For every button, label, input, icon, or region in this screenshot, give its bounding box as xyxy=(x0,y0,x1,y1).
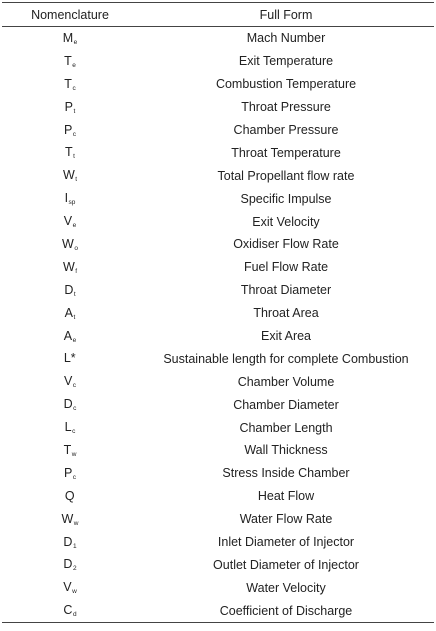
symbol-subscript: t xyxy=(75,176,78,184)
table-row xyxy=(2,553,434,576)
symbol-base: A xyxy=(63,328,73,343)
symbol xyxy=(65,306,76,321)
symbol-base: P xyxy=(64,99,74,114)
symbol-subscript: t xyxy=(73,107,76,115)
table-row xyxy=(2,576,434,599)
symbol-base: V xyxy=(63,374,73,389)
symbol-base: W xyxy=(62,259,75,274)
symbol-base: P xyxy=(63,465,73,480)
table-row xyxy=(2,233,434,256)
table-row xyxy=(2,119,434,142)
symbol-base: D xyxy=(63,534,73,549)
symbol xyxy=(64,283,75,298)
nomenclature-cell xyxy=(2,553,138,576)
table-row xyxy=(2,599,434,622)
full-form-cell: Chamber Length xyxy=(239,420,333,435)
nomenclature-cell xyxy=(2,164,138,187)
full-form-cell: Wall Thickness xyxy=(244,443,328,458)
table-row xyxy=(2,210,434,233)
table-row xyxy=(2,531,434,554)
nomenclature-cell xyxy=(2,393,138,416)
nomenclature-table-container xyxy=(2,2,434,623)
symbol-base: M xyxy=(62,30,74,45)
nomenclature-cell xyxy=(2,439,138,462)
symbol-base: V xyxy=(63,580,72,595)
full-form-cell: Water Velocity xyxy=(246,580,326,595)
nomenclature-cell xyxy=(2,347,138,370)
full-form-cell: Oxidiser Flow Rate xyxy=(233,237,339,252)
table-row xyxy=(2,325,434,348)
full-form-cell: Stress Inside Chamber xyxy=(222,466,350,481)
symbol-subscript: t xyxy=(73,290,76,298)
full-form-cell: Coefficient of Discharge xyxy=(138,599,434,622)
symbol xyxy=(63,31,78,46)
full-form-cell: Throat Diameter xyxy=(240,283,332,298)
symbol-subscript: c xyxy=(72,428,76,436)
symbol xyxy=(65,145,75,160)
table-row xyxy=(2,393,434,416)
symbol-subscript: f xyxy=(75,267,78,275)
full-form-cell: Mach Number xyxy=(246,31,326,46)
symbol-subscript: 1 xyxy=(72,542,77,550)
symbol-base: A xyxy=(64,305,74,320)
symbol xyxy=(65,489,75,504)
symbol-subscript: c xyxy=(73,405,77,413)
full-form-cell: Chamber Volume xyxy=(237,374,335,389)
symbol-base: L xyxy=(64,420,72,435)
symbol-subscript: e xyxy=(72,336,77,344)
symbol-subscript: 2 xyxy=(72,565,77,573)
nomenclature-cell xyxy=(2,576,138,599)
table-header-row xyxy=(2,3,434,27)
symbol xyxy=(65,420,76,435)
nomenclature-cell xyxy=(2,531,138,554)
symbol xyxy=(65,100,76,115)
symbol-base: V xyxy=(63,214,73,229)
symbol xyxy=(64,214,76,229)
table-row xyxy=(2,50,434,73)
symbol-base: T xyxy=(63,442,72,457)
full-form-header: Full Form xyxy=(138,3,434,27)
full-form-cell: Combustion Temperature xyxy=(215,77,357,92)
full-form-cell: Throat Temperature xyxy=(231,145,341,160)
symbol-subscript: w xyxy=(72,588,77,596)
symbol-subscript: c xyxy=(72,130,77,138)
table-row xyxy=(2,439,434,462)
nomenclature-cell xyxy=(2,50,138,73)
table-row xyxy=(2,141,434,164)
symbol xyxy=(63,535,76,550)
symbol xyxy=(64,54,76,69)
full-form-cell: Inlet Diameter of Injector xyxy=(217,535,355,550)
nomenclature-cell xyxy=(2,210,138,233)
full-form-cell: Exit Temperature xyxy=(238,54,334,69)
symbol xyxy=(64,77,75,92)
symbol xyxy=(61,512,78,527)
symbol-base: D xyxy=(63,557,73,572)
symbol-subscript: w xyxy=(71,450,77,458)
table-row xyxy=(2,27,434,50)
symbol xyxy=(63,603,76,618)
full-form-cell: Specific Impulse xyxy=(240,191,332,206)
symbol-base: T xyxy=(65,145,73,160)
symbol xyxy=(63,557,76,572)
symbol-subscript: sp xyxy=(68,199,76,207)
table-row xyxy=(2,508,434,531)
table-body xyxy=(2,27,434,623)
full-form-cell: Chamber Pressure xyxy=(233,123,339,137)
symbol-base: P xyxy=(63,122,73,137)
nomenclature-cell xyxy=(2,508,138,531)
symbol-base: W xyxy=(62,236,74,251)
nomenclature-cell xyxy=(2,187,138,210)
table-row xyxy=(2,164,434,187)
full-form-cell: Outlet Diameter of Injector xyxy=(213,557,359,572)
symbol-base: D xyxy=(64,282,74,297)
nomenclature-cell xyxy=(2,27,138,50)
symbol xyxy=(64,351,76,366)
full-form-cell: Heat Flow xyxy=(257,489,315,504)
symbol-base: W xyxy=(62,168,75,183)
symbol-base: D xyxy=(63,397,73,412)
full-form-cell: Throat Area xyxy=(253,306,319,321)
symbol-base: T xyxy=(64,53,72,68)
symbol-subscript: c xyxy=(72,382,77,390)
nomenclature-cell xyxy=(2,302,138,325)
nomenclature-cell xyxy=(2,485,138,508)
symbol-base: I xyxy=(64,191,69,206)
symbol-base: Q xyxy=(64,488,75,503)
symbol xyxy=(64,466,76,481)
table-row xyxy=(2,416,434,439)
full-form-cell: Sustainable length for complete Combustion xyxy=(163,351,409,366)
nomenclature-cell xyxy=(2,462,138,485)
symbol-subscript: t xyxy=(73,313,76,321)
symbol xyxy=(64,397,77,412)
table-row xyxy=(2,347,434,370)
symbol-base: T xyxy=(64,76,72,91)
table-row xyxy=(2,96,434,119)
table-row xyxy=(2,485,434,508)
symbol xyxy=(63,260,77,275)
nomenclature-cell xyxy=(2,119,138,142)
nomenclature-cell xyxy=(2,370,138,393)
nomenclature-header: Nomenclature xyxy=(2,3,138,27)
symbol xyxy=(65,191,76,206)
table-row xyxy=(2,302,434,325)
full-form-cell: Chamber Diameter xyxy=(233,397,339,412)
symbol xyxy=(64,374,76,389)
full-form-cell: Exit Velocity xyxy=(252,214,320,229)
table-row xyxy=(2,256,434,279)
nomenclature-cell xyxy=(2,233,138,256)
full-form-cell: Fuel Flow Rate xyxy=(243,260,329,275)
nomenclature-cell xyxy=(2,96,138,119)
table-row xyxy=(2,279,434,302)
nomenclature-cell xyxy=(2,141,138,164)
symbol-subscript: o xyxy=(74,244,78,252)
full-form-cell: Water Flow Rate xyxy=(239,512,333,527)
symbol-subscript: c xyxy=(72,84,76,92)
symbol-subscript: d xyxy=(72,611,77,619)
symbol-subscript: e xyxy=(73,38,78,46)
table-row xyxy=(2,462,434,485)
full-form-cell: Exit Area xyxy=(260,329,312,344)
full-form-cell: Throat Pressure xyxy=(241,100,331,115)
table-row xyxy=(2,187,434,210)
symbol-subscript: w xyxy=(73,519,79,527)
symbol-subscript: e xyxy=(72,61,76,69)
nomenclature-table xyxy=(2,2,434,623)
full-form-cell: Total Propellant flow rate xyxy=(217,168,355,183)
symbol-subscript: c xyxy=(72,473,77,481)
symbol xyxy=(63,580,77,595)
symbol-base: C xyxy=(63,603,73,618)
symbol xyxy=(62,237,78,252)
symbol-base: W xyxy=(61,511,74,526)
symbol-subscript: t xyxy=(73,153,75,161)
symbol xyxy=(64,443,77,458)
nomenclature-cell xyxy=(2,325,138,348)
nomenclature-cell xyxy=(2,416,138,439)
symbol xyxy=(64,123,76,138)
nomenclature-cell xyxy=(2,73,138,96)
symbol xyxy=(63,168,77,183)
nomenclature-cell xyxy=(2,279,138,302)
symbol-subscript: e xyxy=(72,222,77,230)
table-row xyxy=(2,73,434,96)
symbol-base: L* xyxy=(63,351,76,366)
symbol xyxy=(64,329,76,344)
table-row xyxy=(2,370,434,393)
nomenclature-cell xyxy=(2,256,138,279)
nomenclature-cell xyxy=(2,599,138,622)
